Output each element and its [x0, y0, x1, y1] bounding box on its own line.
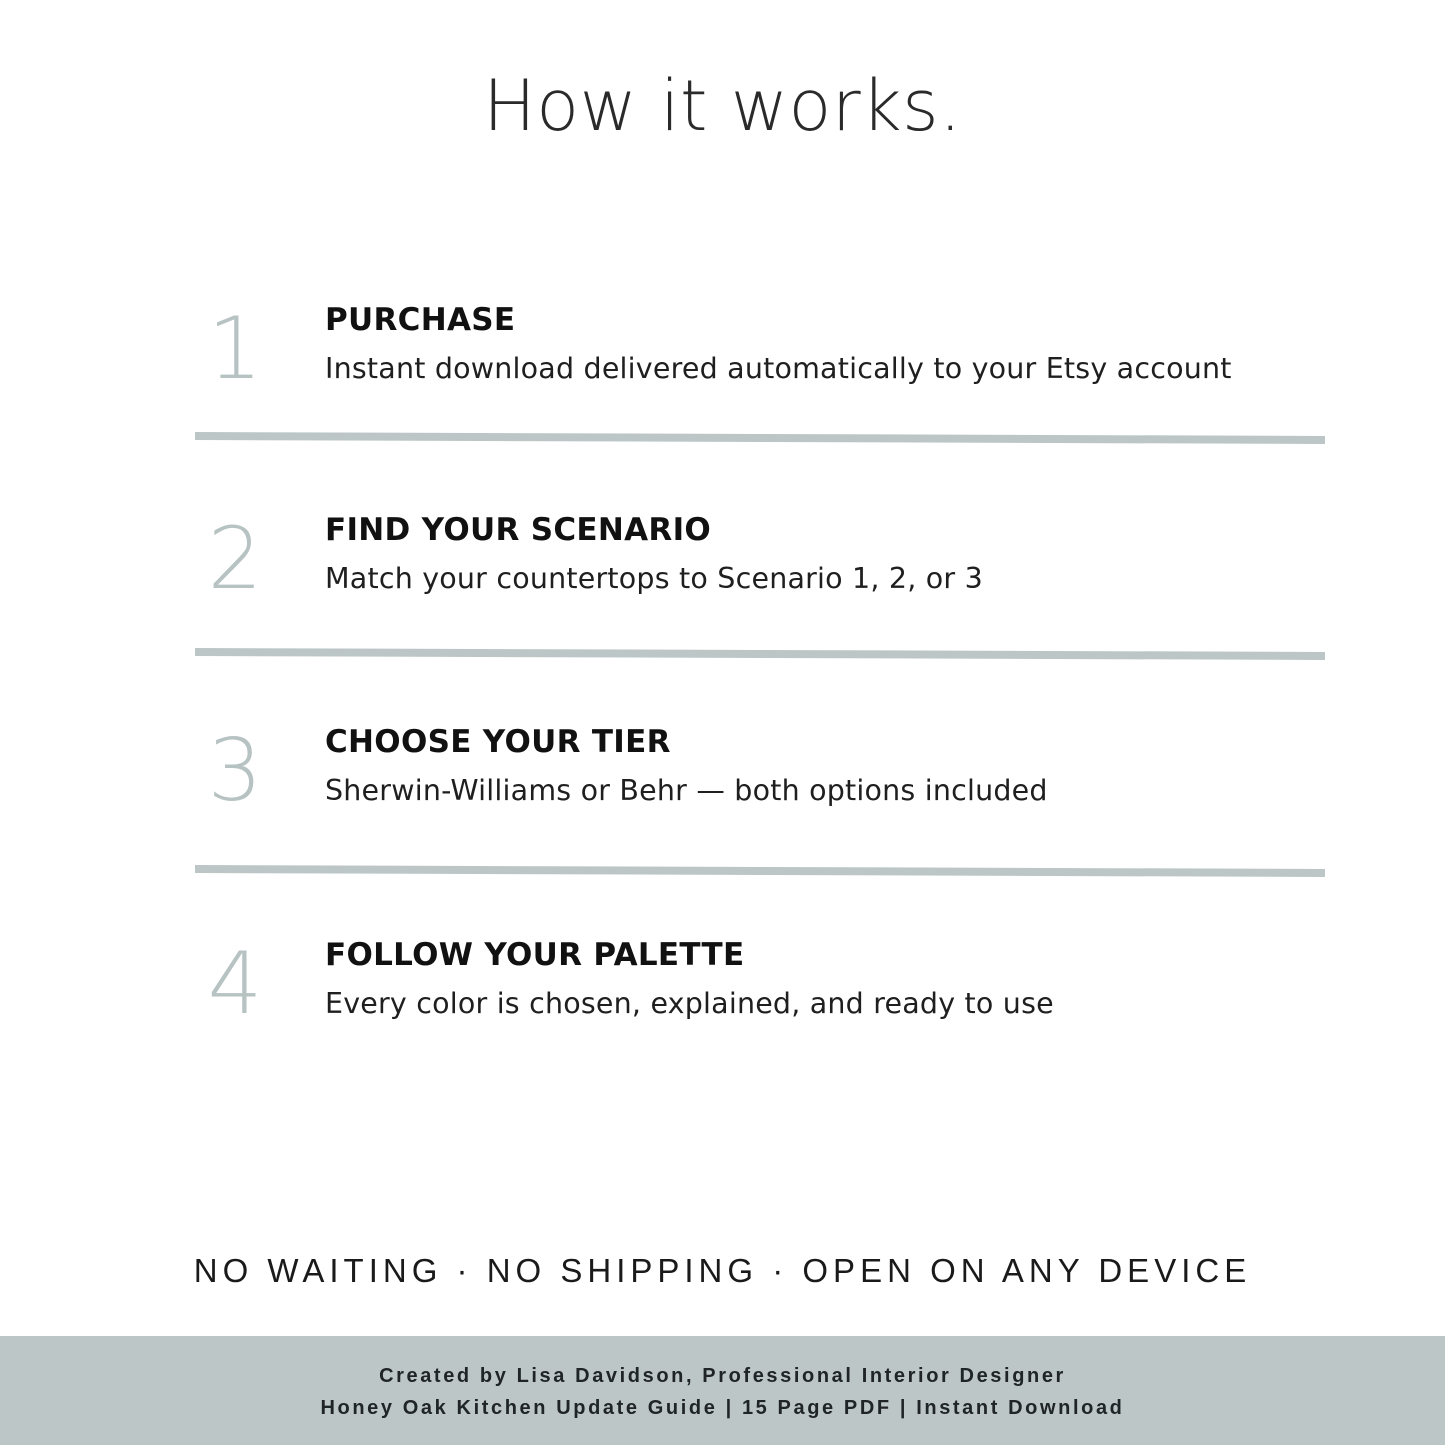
- step-number: 2: [207, 509, 263, 609]
- step-4: [195, 925, 1325, 1075]
- footer-product-info: Honey Oak Kitchen Update Guide | 15 Page PDF | Instant Download: [320, 1397, 1125, 1419]
- step-heading: FOLLOW YOUR PALETTE: [325, 937, 745, 973]
- step-description: Match your countertops to Scenario 1, 2, or 3: [325, 562, 983, 595]
- footer-banner: [0, 1336, 1445, 1445]
- step-description: Every color is chosen, explained, and ready to use: [325, 987, 1054, 1020]
- step-heading: PURCHASE: [325, 302, 516, 338]
- step-description: Instant download delivered automatically to your Etsy account: [325, 352, 1232, 385]
- page-title: How it works.: [483, 65, 962, 147]
- step-3: [195, 712, 1325, 862]
- tagline: NO WAITING · NO SHIPPING · OPEN ON ANY DEVICE: [193, 1252, 1252, 1289]
- step-number: 4: [207, 934, 263, 1034]
- step-number: 3: [207, 721, 263, 821]
- step-1: [195, 290, 1325, 440]
- step-heading: FIND YOUR SCENARIO: [325, 512, 712, 548]
- step-description: Sherwin-Williams or Behr — both options included: [325, 774, 1048, 807]
- divider: [195, 865, 1325, 877]
- footer-credit: Created by Lisa Davidson, Professional Interior Designer: [379, 1365, 1066, 1387]
- step-heading: CHOOSE YOUR TIER: [325, 724, 671, 760]
- step-number: 1: [207, 299, 263, 399]
- step-2: [195, 500, 1325, 650]
